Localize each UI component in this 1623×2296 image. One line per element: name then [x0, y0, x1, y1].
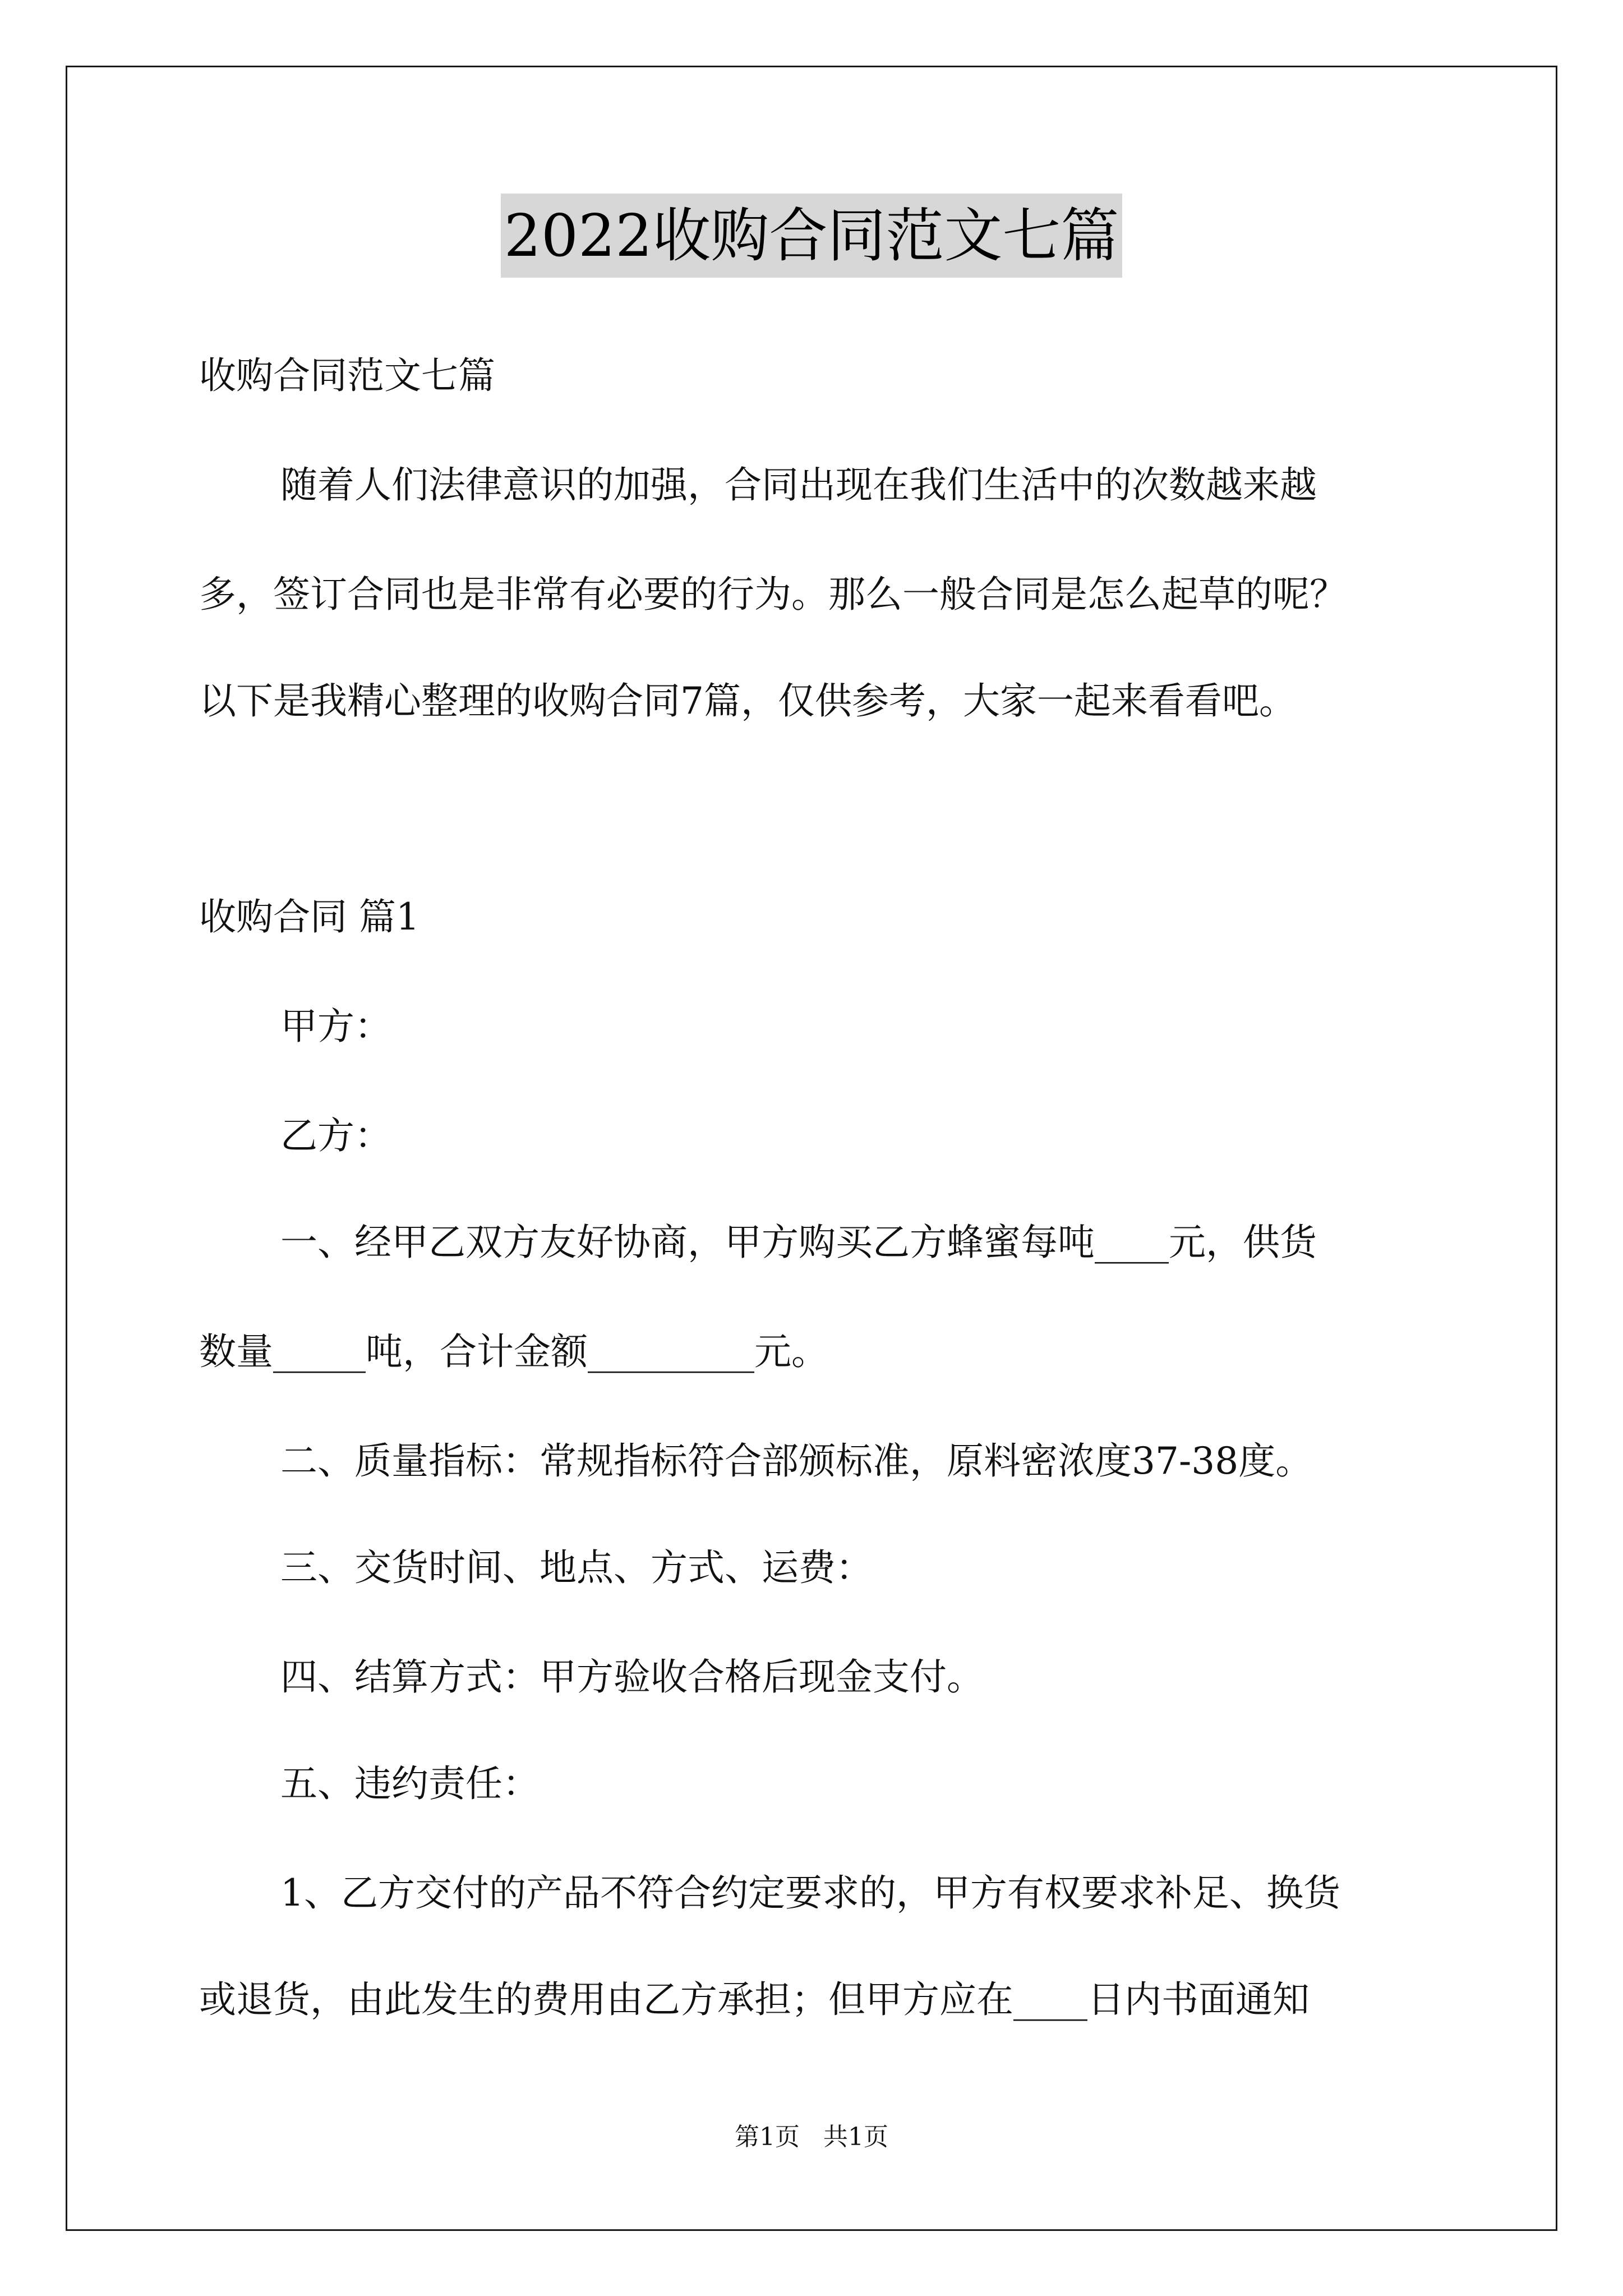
clause-5-1-line-1: 1、乙方交付的产品不符合约定要求的，甲方有权要求补足、换货 [280, 1871, 1340, 1915]
party-b-line: 乙方： [280, 1114, 391, 1157]
section-heading: 收购合同 篇1 [199, 895, 419, 938]
clause-3-line: 三、交货时间、地点、方式、运费： [280, 1546, 873, 1589]
intro-line-3: 以下是我精心整理的收购合同7篇，仅供参考，大家一起来看看吧。 [199, 679, 1296, 723]
intro-line-1: 随着人们法律意识的加强，合同出现在我们生活中的次数越来越 [280, 463, 1317, 507]
intro-line-2: 多，签订合同也是非常有必要的行为。那么一般合同是怎么起草的呢？ [199, 573, 1347, 616]
title-container [0, 194, 1623, 278]
document-title: 2022收购合同范文七篇 [501, 194, 1123, 278]
subtitle-line: 收购合同范文七篇 [199, 354, 495, 397]
clause-1-line-1: 一、经甲乙双方友好协商，甲方购买乙方蜂蜜每吨____元，供货 [280, 1221, 1317, 1264]
clause-4-line: 四、结算方式：甲方验收合格后现金支付。 [280, 1655, 984, 1699]
page-total: 共1页 [823, 2123, 888, 2151]
party-a-line: 甲方： [280, 1005, 391, 1048]
clause-5-line: 五、违约责任： [280, 1762, 540, 1805]
page-footer [0, 2118, 1623, 2157]
page-number: 第1页 [735, 2123, 800, 2151]
clause-5-1-line-2: 或退货，由此发生的费用由乙方承担；但甲方应在____日内书面通知 [199, 1978, 1310, 2021]
clause-2-line: 二、质量指标：常规指标符合部颁标准，原料密浓度37-38度。 [280, 1439, 1313, 1483]
clause-1-line-2: 数量_____吨，合计金额_________元。 [199, 1330, 828, 1373]
